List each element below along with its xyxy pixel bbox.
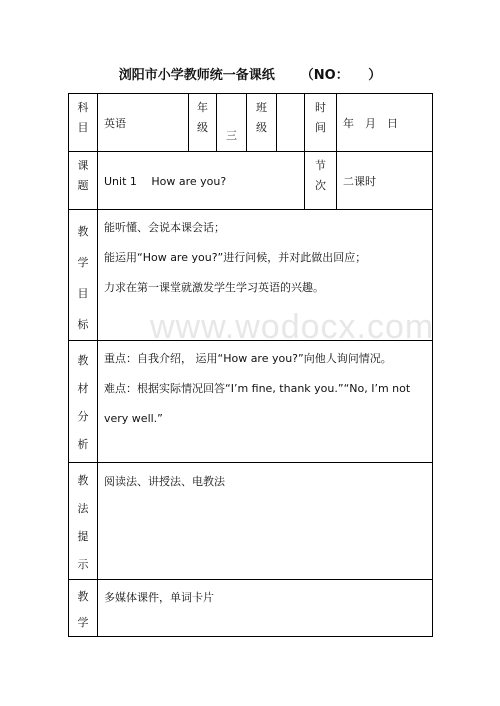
goal-item-1: 能听懂、会说本课会话； — [104, 221, 225, 234]
topic-value: Unit 1 How are you? — [98, 152, 305, 210]
lesson-plan-table — [68, 93, 433, 637]
analysis-content — [98, 341, 433, 463]
period-label-cell — [305, 152, 337, 210]
topic-label-1: 课 — [77, 159, 89, 172]
row-subject — [69, 94, 433, 152]
row-analysis — [69, 341, 433, 463]
prep-label-2: 学 — [77, 616, 89, 629]
analysis-label-2: 材 — [77, 382, 89, 395]
methods-label-cell — [69, 463, 98, 580]
topic-label-cell — [69, 152, 98, 210]
class-label-1: 班 — [256, 101, 267, 114]
key-point: 重点：自我介绍， 运用“How are you?”向他人询问情况。 — [104, 352, 392, 365]
methods-label-3: 提 — [77, 530, 89, 543]
difficult-point: 难点：根据实际情况回答“I’m fine, thank you.”“No, I’m not very well.” — [104, 382, 411, 425]
analysis-label-1: 教 — [77, 354, 89, 367]
methods-label-4: 示 — [77, 558, 89, 571]
goals-label-4: 标 — [77, 318, 89, 331]
time-label-cell — [305, 94, 337, 152]
row-topic — [69, 152, 433, 210]
grade-label-2: 级 — [197, 121, 208, 134]
prep-label-1: 教 — [77, 590, 89, 603]
grade-label-cell — [189, 94, 217, 152]
form-title: 浏阳市小学教师统一备课纸 — [118, 68, 275, 83]
prep-value: 多媒体课件，单词卡片 — [98, 580, 433, 637]
goals-label-3: 目 — [77, 287, 89, 300]
methods-value: 阅读法、讲授法、电教法 — [98, 463, 433, 580]
class-label-2: 级 — [256, 121, 267, 134]
class-label-cell — [247, 94, 277, 152]
period-label-2: 次 — [315, 179, 326, 192]
goals-label-cell — [69, 210, 98, 341]
row-methods — [69, 463, 433, 580]
subject-value: 英语 — [98, 94, 189, 152]
row-goals — [69, 210, 433, 341]
goal-item-2: 能运用“How are you?”进行问候，并对此做出回应； — [104, 251, 367, 264]
time-label-2: 间 — [315, 121, 326, 134]
period-value: 二课时 — [337, 152, 433, 210]
grade-label-1: 年 — [197, 101, 208, 114]
subject-label-cell — [69, 94, 98, 152]
grade-value: 三 — [217, 94, 247, 152]
goal-item-3: 力求在第一课堂就激发学生学习英语的兴趣。 — [104, 281, 324, 294]
page-title — [0, 64, 500, 83]
time-value: 年 月 日 — [337, 94, 433, 152]
analysis-label-4: 析 — [77, 438, 89, 451]
goals-label-1: 教 — [77, 225, 89, 238]
subject-label-1: 科 — [77, 101, 89, 114]
prep-label-cell — [69, 580, 98, 637]
form-number: （NO： ） — [300, 68, 382, 83]
topic-label-2: 题 — [77, 179, 89, 192]
methods-label-2: 法 — [77, 502, 89, 515]
analysis-label-3: 分 — [77, 410, 89, 423]
watermark: www.wodocx.com — [150, 308, 435, 346]
methods-label-1: 教 — [77, 474, 89, 487]
goals-label-2: 学 — [77, 256, 89, 269]
subject-label-2: 目 — [77, 121, 89, 134]
period-label-1: 节 — [315, 159, 326, 172]
row-prep — [69, 580, 433, 637]
analysis-label-cell — [69, 341, 98, 463]
time-label-1: 时 — [315, 101, 326, 114]
goals-content — [98, 210, 433, 341]
class-value — [277, 94, 305, 152]
